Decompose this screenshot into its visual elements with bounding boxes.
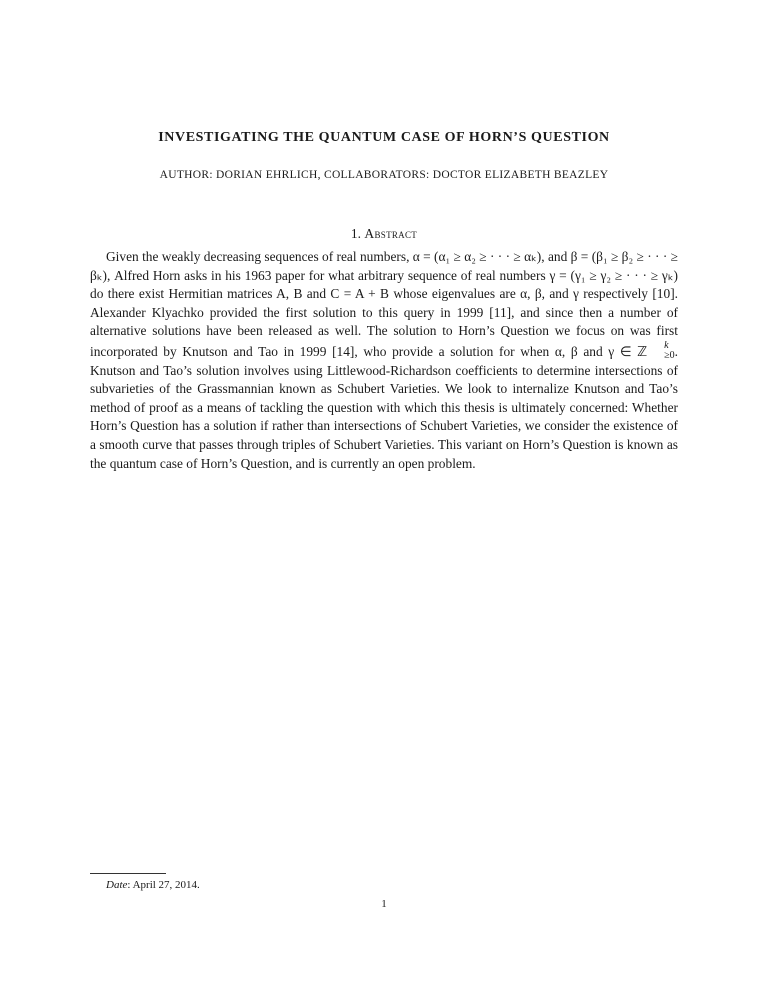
section-heading [90, 226, 678, 242]
section-number: 1. [350, 226, 362, 241]
abstract-text-part-2: . Knutson and Tao’s solution involves using Littlewood-Richardson coefficients to determine intersections of subvarieties of the Grassmannian known as Schubert Varieties. We look to internalize Knutson and Tao’s method of proof as a means of tackling the question with which this thesis is ultimately concerned: Whether Horn’s Question has a solution if rather than intersections of Schubert Varieties, we consider the existence of a smooth curve that passes through triples of Schubert Varieties. This variant on Horn’s Question is known as the quantum case of Horn’s Question, and is currently an open problem. [90, 343, 678, 471]
footnote-label: Date [106, 879, 128, 891]
abstract-text-part-1: Given the weakly decreasing sequences of real numbers, α = (α₁ ≥ α₂ ≥ · · · ≥ αₖ), and β = (β₁ ≥ β₂ ≥ · · · ≥ βₖ), Alfred Horn asks in his 1963 paper for what arbitrary sequence of real numbers γ = (γ₁ ≥ γ₂ ≥ · · · ≥ γₖ) do there exist Hermitian matrices A, B and C = A + B whose eigenvalues are α, β, and γ respectively [10]. Alexander Klyachko provided the first solution to this query in 1999 [11], and since then a number of alternative solutions have been released as well. The solution to Horn’s Question we focus on was first incorporated by Knutson and Tao in 1999 [14], who provide a solution for when α, β and γ ∈ ℤ [90, 249, 678, 359]
author-line: AUTHOR: DORIAN EHRLICH, COLLABORATORS: DOCTOR ELIZABETH BEAZLEY [159, 169, 609, 181]
page-number: 1 [381, 898, 387, 910]
integer-set-scripts [648, 341, 675, 361]
date-footnote [106, 879, 200, 891]
paper-title: INVESTIGATING THE QUANTUM CASE OF HORN’S QUESTION [158, 130, 610, 145]
abstract-paragraph [90, 248, 678, 473]
footnote-text: : April 27, 2014. [127, 879, 200, 891]
superscript-k: k [664, 339, 669, 351]
subscript-geq-zero: ≥0 [664, 349, 675, 361]
footnote-rule [90, 873, 166, 874]
section-title: Abstract [364, 226, 418, 241]
